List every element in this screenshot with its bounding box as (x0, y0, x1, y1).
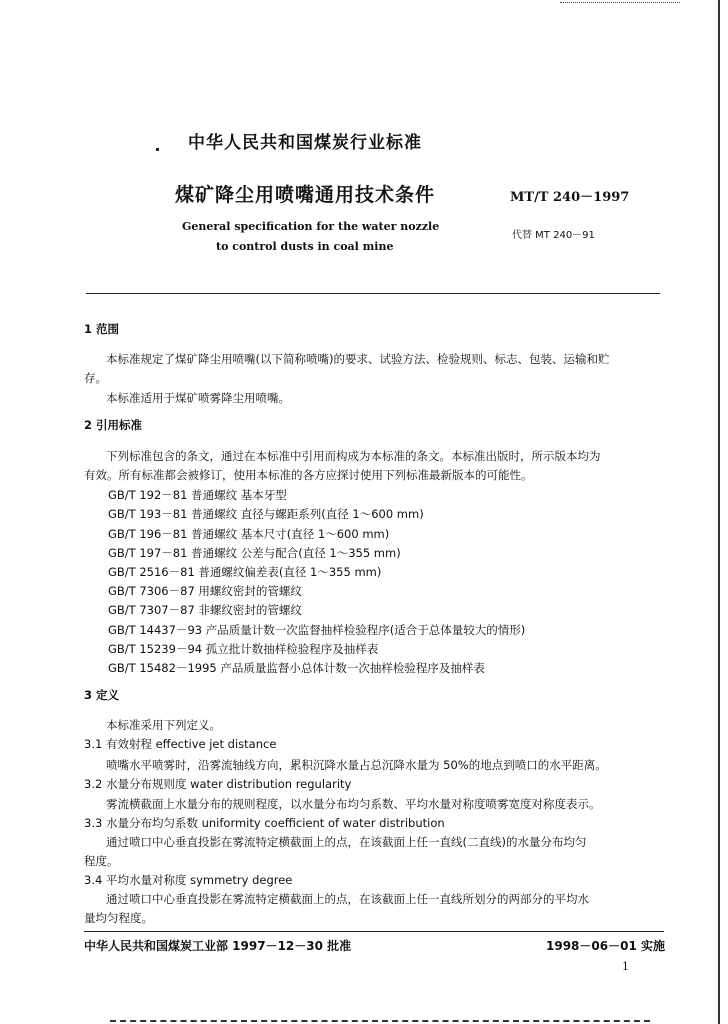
scan-top-artifact (560, 0, 680, 3)
section-1-paragraph-line1: 本标准规定了煤矿降尘用喷嘴(以下简称喷嘴)的要求、试验方法、检验规则、标志、包装、运输和贮 (106, 352, 610, 366)
scan-speck (156, 148, 159, 151)
section-2-paragraph-line1: 下列标准包含的条文，通过在本标准中引用而构成为本标准的条文。本标准出版时，所示版本均为 (106, 449, 601, 463)
reference-item: GB/T 197－81 普通螺纹 公差与配合(直径 1～355 mm) (108, 546, 401, 560)
scan-edge-line (718, 0, 720, 1024)
implementation-date: 1998－06－01 实施 (546, 939, 665, 953)
section-3-intro: 本标准采用下列定义。 (106, 718, 221, 732)
reference-item: GB/T 14437－93 产品质量计数一次监督抽样检验程序(适合于总体量较大的情形) (108, 623, 526, 637)
definition-3-2-text: 雾流横截面上水量分布的规则程度，以水量分布均匀系数、平均水量对称度喷雾宽度对称度表示。 (106, 797, 601, 811)
definition-3-3-text-line1: 通过喷口中心垂直投影在雾流特定横截面上的点，在该截面上任一直线(二直线)的水量分布均匀 (106, 835, 587, 849)
industry-title: 中华人民共和国煤炭行业标准 (188, 133, 422, 153)
section-1-paragraph-line2: 存。 (84, 371, 107, 385)
english-title-line1: General specification for the water nozzle (182, 220, 440, 233)
reference-item: GB/T 2516－81 普通螺纹偏差表(直径 1～355 mm) (108, 565, 382, 579)
reference-item: GB/T 15239－94 孤立批计数抽样检验程序及抽样表 (108, 642, 379, 656)
section-2-paragraph-line2: 有效。所有标准都会被修订，使用本标准的各方应探讨使用下列标准最新版本的可能性。 (84, 468, 533, 482)
definition-3-4-title: 3.4 平均水量对称度 symmetry degree (84, 873, 293, 887)
definition-3-3-title: 3.3 水量分布均匀系数 uniformity coefficient of water distribution (84, 816, 445, 830)
definition-3-3-text-line2: 程度。 (84, 854, 119, 868)
section-1-paragraph2: 本标准适用于煤矿喷雾降尘用喷嘴。 (106, 391, 290, 405)
definition-3-4-text-line1: 通过喷口中心垂直投影在雾流特定横截面上的点，在该截面上任一直线所划分的两部分的平均水 (106, 892, 589, 906)
definition-3-1-text: 喷嘴水平喷雾时，沿雾流轴线方向，累积沉降水量占总沉降水量为 50%的地点到喷口的水平距离。 (106, 758, 607, 772)
doc-title: 煤矿降尘用喷嘴通用技术条件 (175, 184, 436, 206)
replaces-note: 代替 MT 240－91 (512, 230, 595, 241)
reference-item: GB/T 7306－87 用螺纹密封的管螺纹 (108, 584, 302, 598)
doc-code: MT/T 240－1997 (510, 190, 630, 205)
reference-item: GB/T 193－81 普通螺纹 直径与螺距系列(直径 1～600 mm) (108, 507, 424, 521)
definition-3-1-title: 3.1 有效射程 effective jet distance (84, 737, 277, 751)
reference-item: GB/T 196－81 普通螺纹 基本尺寸(直径 1～600 mm) (108, 527, 390, 541)
reference-item: GB/T 192－81 普通螺纹 基本牙型 (108, 488, 287, 502)
bottom-scan-border (110, 1020, 650, 1022)
english-title-line2: to control dusts in coal mine (216, 240, 394, 253)
approval-line: 中华人民共和国煤炭工业部 1997－12－30 批准 (84, 939, 352, 953)
definition-3-2-title: 3.2 水量分布规则度 water distribution regularity (84, 777, 352, 791)
reference-item: GB/T 7307－87 非螺纹密封的管螺纹 (108, 603, 302, 617)
section-1-heading: 1 范围 (84, 322, 120, 336)
footer-rule (84, 931, 664, 932)
definition-3-4-text-line2: 量均匀程度。 (84, 911, 153, 925)
page-number: 1 (622, 960, 629, 973)
reference-item: GB/T 15482－1995 产品质量监督小总体计数一次抽样检验程序及抽样表 (108, 661, 485, 675)
section-2-heading: 2 引用标准 (84, 418, 143, 432)
header-rule (86, 293, 660, 294)
section-3-heading: 3 定义 (84, 688, 120, 702)
